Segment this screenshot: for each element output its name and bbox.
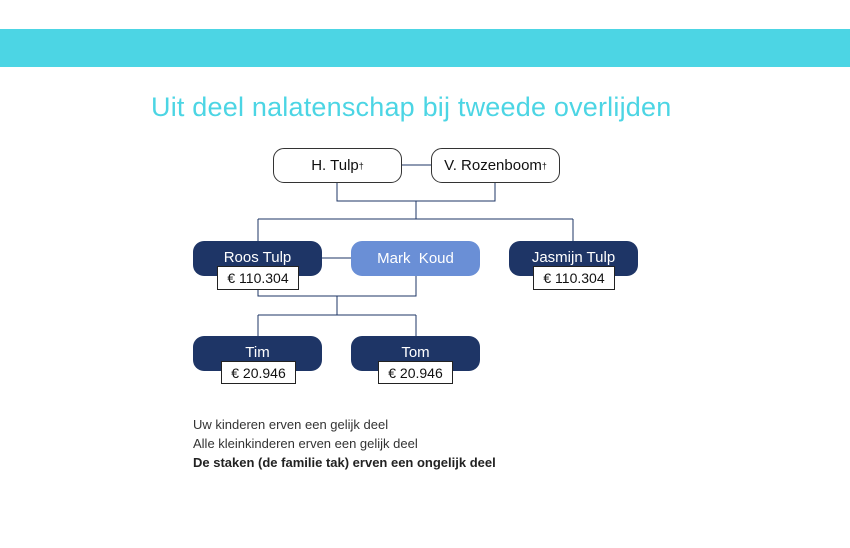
- parent-name: H. Tulp: [311, 157, 359, 174]
- child-name: Jasmijn Tulp: [531, 249, 616, 266]
- grandchild-name: Tim: [245, 344, 270, 361]
- note-staken: De staken (de familie tak) erven een ongelijk deel: [193, 455, 496, 470]
- note-children: Uw kinderen erven een gelijk deel: [193, 417, 389, 432]
- partner-name: Mark Koud: [377, 250, 454, 267]
- parent-name: V. Rozenboom: [444, 157, 542, 174]
- note-grandchildren: Alle kleinkinderen erven een gelijk deel: [193, 436, 418, 451]
- parent-node-h-tulp: [273, 148, 402, 183]
- amount-tim: € 20.946: [221, 361, 296, 384]
- amount-tom: € 20.946: [378, 361, 453, 384]
- parent-node-v-rozenboom: [431, 148, 560, 183]
- parents-drop-line: [337, 182, 495, 201]
- explanation-notes: [193, 415, 496, 472]
- deceased-mark: †: [541, 160, 547, 171]
- partner-node-mark-koud: [351, 241, 480, 276]
- amount-roos-tulp: € 110.304: [217, 266, 299, 290]
- page-title: Uit deel nalatenschap bij tweede overlijden: [151, 92, 672, 122]
- child-name: Roos Tulp: [223, 249, 292, 266]
- deceased-mark: †: [358, 160, 364, 171]
- amount-jasmijn-tulp: € 110.304: [533, 266, 615, 290]
- grandchild-name: Tom: [401, 344, 430, 361]
